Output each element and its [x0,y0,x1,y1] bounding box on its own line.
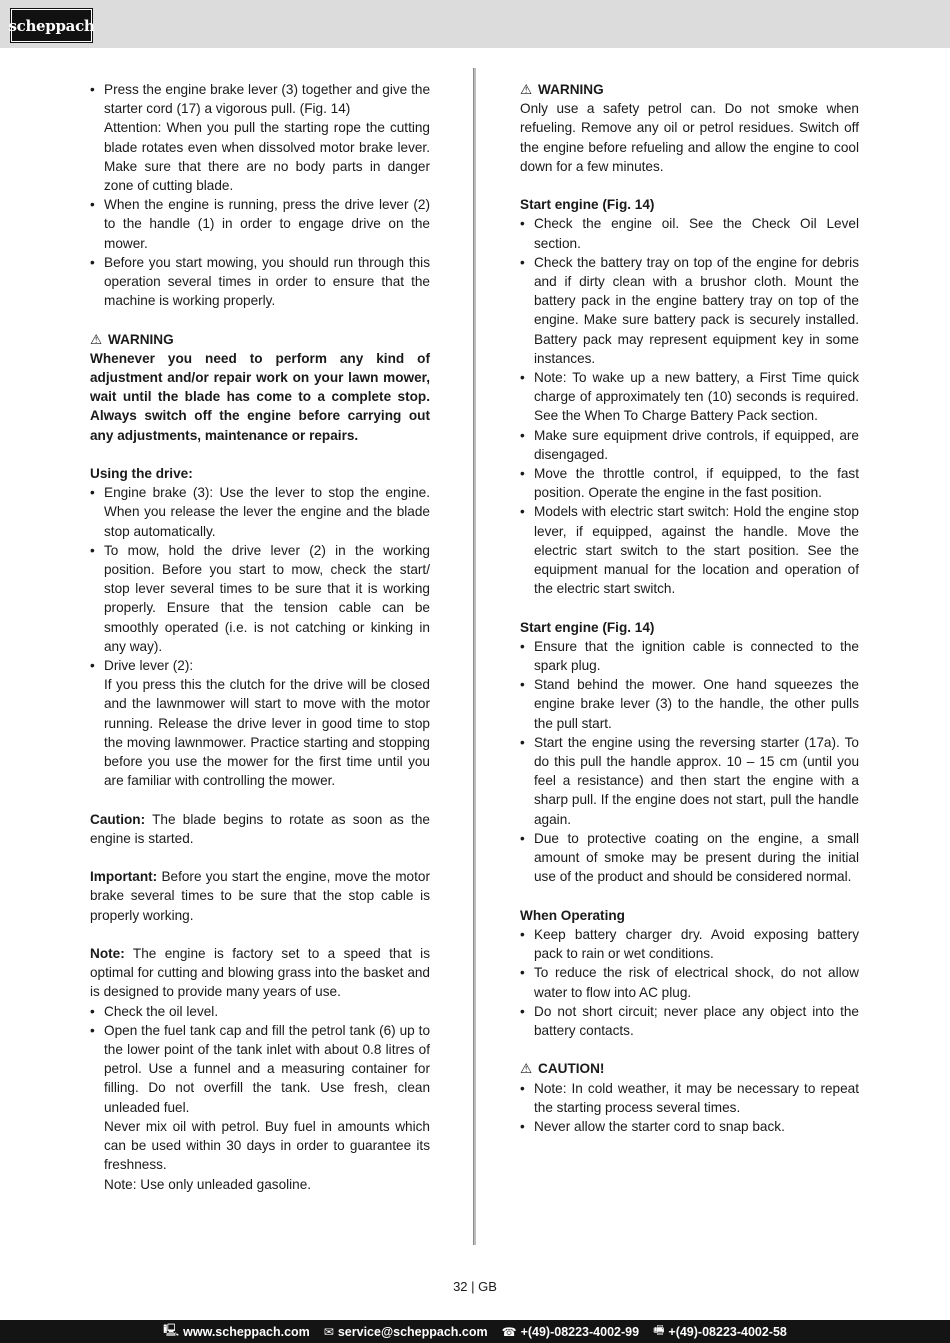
logo-text: scheppach [8,16,95,35]
warning-triangle-icon: ⚠ [520,1061,533,1077]
start-engine-list [520,214,859,598]
important-paragraph: Important: Before you start the engine, move the motor brake several times to be sure that the stop cable is properly working. [90,869,430,923]
monitor-icon: 🖳 [163,1323,180,1337]
drive-lever-detail: If you press this the clutch for the drive will be closed and the lawnmower will start to move with the motor running. Release the drive lever in good time to stop the moving lawnmower. Practice starting and stopping before you use the mower for the first time until you are familiar with controlling the mower. [104,677,430,789]
scheppach-logo [8,9,95,42]
footer-email[interactable]: ✉ service@scheppach.com [323,1324,488,1339]
warning-heading: ⚠ WARNING [90,330,430,349]
start-engine-heading: Start engine (Fig. 14) [520,197,655,213]
note-list [90,1002,430,1194]
list-item: • Check the oil level. [90,1002,430,1021]
right-column [520,80,859,1136]
fuel-unleaded-note: Note: Use only unleaded gasoline. [104,1176,312,1192]
start-engine-heading: Start engine (Fig. 14) [520,619,655,635]
list-item: • Make sure equipment drive controls, if equipped, are disengaged. [520,426,859,464]
warning-triangle-icon: ⚠ [520,82,533,97]
attention-note: Attention: When you pull the starting rope the cutting blade rotates even when dissolved motor brake lever. Make sure that there are no body parts in danger zone of cutting blade. [104,120,430,194]
note-paragraph: Note: The engine is factory set to a speed that is optimal for cutting and blowing grass into the basket and is designed to provide many years of use. [90,946,430,1000]
list-item: • To reduce the risk of electrical shock, do not allow water to flow into AC plug. [520,963,859,1001]
list-item: • Models with electric start switch: Hold the engine stop lever, if equipped, against the handle. Move the electric start switch to the start position. See the equipment manual for the location and operation of the electric start switch. [520,502,859,598]
warning-text: Only use a safety petrol can. Do not smoke when refueling. Remove any oil or petrol residues. Switch off the engine before refueling and allow the engine to cool down for a few minutes. [520,101,859,174]
list-item: • Note: In cold weather, it may be necessary to repeat the starting process several times. [520,1079,859,1117]
list-item: • Open the fuel tank cap and fill the petrol tank (6) up to the lower point of the tank inlet with about 0.8 litres of petrol. Use a funnel and a measuring container for filling. Do not overfill the tank. Use fresh, clean unleaded fuel. Never mix oil with petrol. Buy fuel in amounts which can be used within 30 days in order to guarantee its freshness. Note: Use only unleaded gasoline. [90,1021,430,1194]
fuel-mix-note: Never mix oil with petrol. Buy fuel in amounts which can be used within 30 days in order to guarantee its freshness. [104,1118,430,1173]
list-item: • Drive lever (2): If you press this the clutch for the drive will be closed and the lawnmower will start to move with the motor running. Release the drive lever in good time to stop the moving lawnmower. Practice starting and stopping before you use the mower for the first time until you are familiar with controlling the mower. [90,656,430,790]
list-item: • To mow, hold the drive lever (2) in the working position. Before you start to mow, check the start/ stop lever several times to be sure that it is working properly. Ensure that the tension cable can be smoothly operated (i.e. is not catching or kinking in any way). [90,541,430,656]
list-item: • Ensure that the ignition cable is connected to the spark plug. [520,637,859,675]
caution-paragraph: Caution: The blade begins to rotate as soon as the engine is started. [90,811,430,846]
caution-list [520,1079,859,1137]
operating-list [520,925,859,1040]
list-item: • Note: To wake up a new battery, a First Time quick charge of approximately ten (10) seconds is required. See the When To Charge Battery Pack section. [520,368,859,426]
page-number: 32 | GB [453,1279,497,1294]
list-item: • Engine brake (3): Use the lever to stop the engine. When you release the lever the engine and the blade stop automatically. [90,483,430,541]
footer-phone: ☎ +(49)-08223-4002-99 [501,1324,640,1339]
list-item: • When the engine is running, press the drive lever (2) to the handle (1) in order to engage drive on the mower. [90,195,430,253]
list-item: • Stand behind the mower. One hand squeezes the engine brake lever (3) to the handle, the other pulls the pull start. [520,675,859,733]
list-item: • Move the throttle control, if equipped, to the fast position. Operate the engine in the fast position. [520,464,859,502]
column-divider [473,68,476,1245]
warning-triangle-icon: ⚠ [90,331,103,347]
caution-heading: ⚠ CAUTION! [520,1059,859,1078]
footer-website[interactable]: 🖳 www.scheppach.com [163,1321,310,1342]
header-band [0,0,950,48]
drive-list [90,483,430,790]
warning-text: Whenever you need to perform any kind of adjustment and/or repair work on your lawn mower, wait until the blade has come to a complete stop. Always switch off the engine before carrying out any adjustments, maintenance or repairs. [90,350,430,443]
list-item: • Never allow the starter cord to snap back. [520,1117,859,1136]
intro-list [90,80,430,310]
warning-heading: ⚠ WARNING [520,80,859,99]
list-item: • Keep battery charger dry. Avoid exposing battery pack to rain or wet conditions. [520,925,859,963]
telephone-icon: ☎ [501,1324,517,1339]
drive-heading: Using the drive: [90,466,193,482]
list-item: • Do not short circuit; never place any object into the battery contacts. [520,1002,859,1040]
start-engine-list-2 [520,637,859,887]
operating-heading: When Operating [520,907,625,923]
footer-fax: 🖷 +(49)-08223-4002-58 [653,1321,787,1342]
envelope-icon: ✉ [323,1324,334,1339]
list-item: • Start the engine using the reversing starter (17a). To do this pull the handle approx. 10 – 15 cm (until you feel a resistance) and then start the engine with a sharp pull. If the engine does not start, pull the handle again. [520,733,859,829]
list-item: • Before you start mowing, you should run through this operation several times in order to ensure that the machine is working properly. [90,253,430,311]
list-item: • Due to protective coating on the engine, a small amount of smoke may be present during the initial use of the product and should be considered normal. [520,829,859,887]
footer-band [0,1320,950,1343]
list-item: • Check the engine oil. See the Check Oil Level section. [520,214,859,252]
list-item: • Check the battery tray on top of the engine for debris and if dirty clean with a brushor cloth. Mount the battery pack in the engine battery tray on top of the engine. Make sure battery pack is securely installed. Battery pack may represent equipment key in some instances. [520,253,859,368]
list-item: • Press the engine brake lever (3) together and give the starter cord (17) a vigorous pull. (Fig. 14) Attention: When you pull the starting rope the cutting blade rotates even when dissolved motor brake lever. Make sure that there are no body parts in danger zone of cutting blade. [90,80,430,195]
left-column [90,80,430,1194]
fax-icon: 🖷 [653,1323,665,1337]
